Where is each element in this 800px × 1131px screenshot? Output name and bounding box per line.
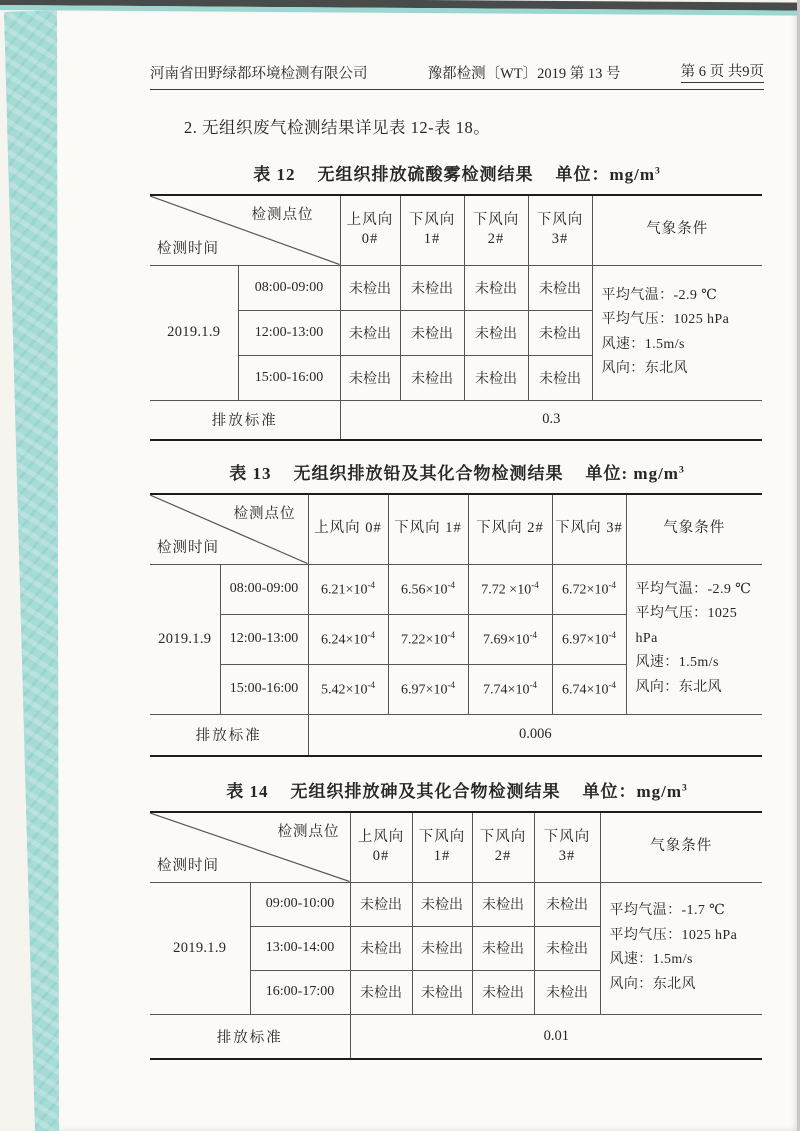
weather-header: 气象条件: [600, 812, 762, 882]
caption-no: 表 14: [226, 782, 269, 801]
weather-cell: [592, 265, 762, 400]
value-cell: 未检出: [350, 926, 412, 970]
corner-label-points: 检测点位: [233, 506, 296, 522]
document-number: 豫都检测〔WT〕2019 第 13 号: [427, 66, 621, 82]
table13-caption: [150, 459, 764, 484]
weather-line: 平均气温：-2.9 ℃: [601, 287, 718, 303]
table-13: [150, 493, 762, 757]
time-cell: 15:00-16:00: [220, 664, 308, 714]
table-row: [150, 265, 762, 310]
weather-line: 平均气压：1025 hPa: [601, 312, 730, 327]
value-cell: 未检出: [400, 310, 464, 355]
table-row: [150, 564, 762, 614]
page-content: [150, 60, 764, 1060]
value-cell: $6.97\times 10^{-4}$: [388, 664, 468, 714]
time-cell: 08:00-09:00: [220, 564, 308, 614]
value-cell: 未检出: [534, 926, 600, 970]
col-header: 下风向 3#: [552, 494, 626, 564]
value-cell: 未检出: [528, 310, 592, 355]
value-cell: 未检出: [400, 355, 464, 400]
value-cell: 未检出: [350, 882, 412, 926]
standard-row: [150, 1014, 762, 1059]
caption-title: 无组织排放铅及其化合物检测结果: [293, 464, 564, 483]
corner-cell: [150, 494, 308, 564]
col-header: 上风向 0#: [308, 494, 388, 564]
value-cell: 未检出: [464, 355, 528, 400]
weather-cell: [600, 882, 762, 1014]
value-cell: 未检出: [350, 970, 412, 1014]
weather-line: 风向：东北风: [635, 679, 722, 695]
caption-title: 无组织排放硫酸雾检测结果: [317, 165, 534, 184]
value-cell: $6.97\times 10^{-4}$: [552, 614, 626, 664]
value-cell: $6.56\times 10^{-4}$: [388, 564, 468, 614]
col-header: 下风向 1#: [412, 812, 472, 882]
standard-row: [150, 400, 762, 440]
date-cell: 2019.1.9: [150, 265, 238, 400]
value-cell: 未检出: [464, 265, 528, 310]
weather-header: 气象条件: [626, 494, 762, 564]
standard-value-cell: 0.3: [340, 400, 762, 440]
col-header: 上风向 0#: [340, 195, 400, 265]
weather-line: 平均气压：1025 hPa: [635, 606, 738, 646]
col-header: 下风向 3#: [534, 812, 600, 882]
standard-label-cell: 排放标准: [150, 714, 308, 756]
weather-line: 风速：1.5m/s: [609, 952, 693, 967]
company-name: 河南省田野绿都环境检测有限公司: [150, 66, 368, 82]
value-cell: $7.74\times 10^{-4}$: [468, 664, 552, 714]
table-12: [150, 194, 762, 441]
corner-label-time: 检测时间: [157, 857, 219, 874]
corner-label-points: 检测点位: [277, 824, 340, 840]
value-cell: 未检出: [340, 355, 400, 400]
value-cell: $6.74\times 10^{-4}$: [552, 664, 626, 714]
col-header: 下风向 2#: [464, 195, 528, 265]
table12-caption: [150, 160, 764, 185]
caption-unit: 单位：$mg/m^3$: [555, 165, 661, 184]
time-cell: 13:00-14:00: [250, 926, 350, 970]
weather-line: 风速：1.5m/s: [635, 655, 719, 671]
col-header: 下风向 2#: [472, 812, 534, 882]
value-cell: 未检出: [340, 310, 400, 355]
value-cell: $7.72 \times 10^{-4}$: [468, 564, 552, 614]
value-cell: 未检出: [534, 970, 600, 1014]
weather-line: 风向：东北风: [601, 361, 688, 376]
standard-value-cell: 0.006: [308, 714, 762, 756]
weather-header: 气象条件: [592, 195, 762, 265]
standard-label-cell: 排放标准: [150, 400, 340, 440]
corner-cell: [150, 195, 340, 265]
time-cell: 08:00-09:00: [238, 265, 340, 310]
caption-unit: 单位：$mg/m^3$: [582, 782, 688, 801]
value-cell: $7.69\times 10^{-4}$: [468, 614, 552, 664]
date-cell: 2019.1.9: [150, 564, 220, 714]
value-cell: 未检出: [534, 882, 600, 926]
time-cell: 12:00-13:00: [220, 614, 308, 664]
value-cell: 未检出: [412, 882, 472, 926]
time-cell: 15:00-16:00: [238, 355, 340, 400]
value-cell: 未检出: [464, 310, 528, 355]
value-cell: 未检出: [472, 970, 534, 1014]
col-header: 上风向 0#: [350, 812, 412, 882]
value-cell: $6.24\times 10^{-4}$: [308, 614, 388, 664]
value-cell: 未检出: [400, 265, 464, 310]
value-cell: 未检出: [528, 355, 592, 400]
value-cell: $6.72\times 10^{-4}$: [552, 564, 626, 614]
value-cell: $6.21\times 10^{-4}$: [308, 564, 388, 614]
weather-line: 风向：东北风: [609, 976, 696, 992]
weather-line: 平均气压：1025 hPa: [609, 927, 738, 943]
caption-no: 表 12: [253, 165, 296, 184]
caption-unit: 单位: $mg/m^3$: [585, 464, 685, 483]
standard-row: [150, 714, 762, 756]
date-cell: 2019.1.9: [150, 882, 250, 1014]
table14-caption: [150, 777, 764, 802]
page-number: 第 6 页 共9页: [681, 60, 764, 83]
time-cell: 09:00-10:00: [250, 882, 350, 926]
col-header: 下风向 1#: [388, 494, 468, 564]
weather-line: 风速：1.5m/s: [601, 336, 685, 352]
col-header: 下风向 3#: [528, 195, 592, 265]
table-14: [150, 811, 762, 1060]
value-cell: 未检出: [340, 265, 400, 310]
value-cell: 未检出: [528, 265, 592, 310]
corner-cell: [150, 812, 350, 882]
value-cell: 未检出: [412, 970, 472, 1014]
corner-label-time: 检测时间: [157, 539, 219, 556]
col-header: 下风向 1#: [400, 195, 464, 265]
corner-label-points: 检测点位: [251, 207, 314, 223]
time-cell: 16:00-17:00: [250, 970, 350, 1014]
standard-value-cell: 0.01: [350, 1014, 762, 1059]
col-header: 下风向 2#: [468, 494, 552, 564]
caption-no: 表 13: [229, 464, 272, 483]
corner-label-time: 检测时间: [157, 240, 219, 257]
table-row: [150, 882, 762, 926]
value-cell: 未检出: [412, 926, 472, 970]
intro-text: 2. 无组织废气检测结果详见表 12-表 18。: [184, 118, 491, 137]
value-cell: $5.42\times 10^{-4}$: [308, 664, 388, 714]
time-cell: 12:00-13:00: [238, 310, 340, 355]
page-header: [150, 60, 764, 90]
value-cell: 未检出: [472, 882, 534, 926]
weather-line: 平均气温：-1.7 ℃: [609, 903, 726, 918]
weather-cell: [626, 564, 762, 714]
value-cell: 未检出: [472, 926, 534, 970]
standard-label-cell: 排放标准: [150, 1014, 350, 1059]
value-cell: $7.22\times 10^{-4}$: [388, 614, 468, 664]
weather-line: 平均气温：-2.9 ℃: [635, 581, 752, 597]
caption-title: 无组织排放砷及其化合物检测结果: [290, 782, 561, 801]
